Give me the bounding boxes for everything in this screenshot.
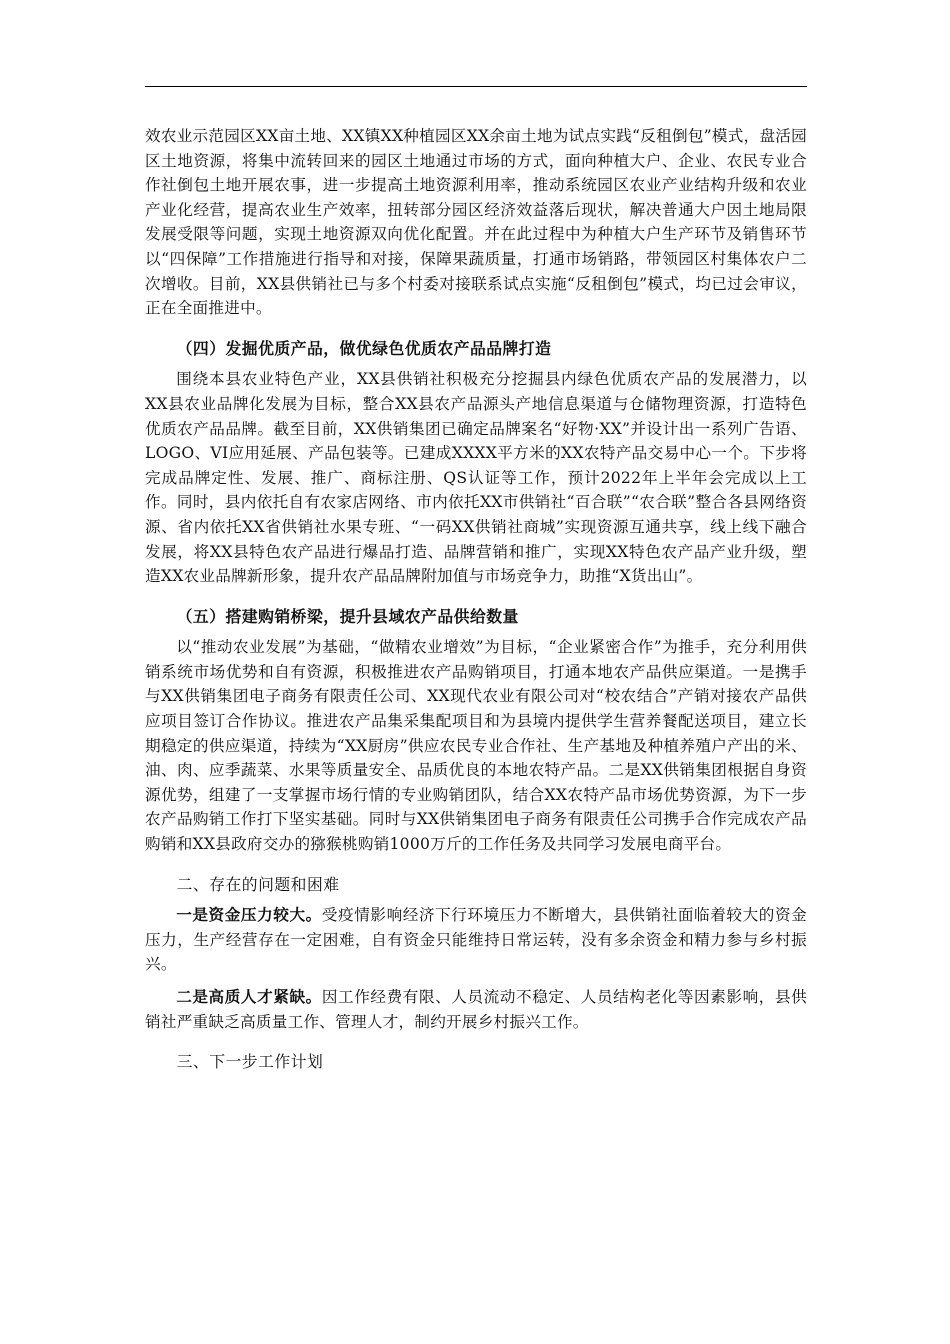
paragraph-brand-building: 围绕本县农业特色产业，XX县供销社积极充分挖掘县内绿色优质农产品的发展潜力，以XX县农业品牌化发展为目标，整合XX县农产品源头产地信息渠道与仓储物理资源，打造特色优质农产品品牌。截至目前，XX供销集团已确定品牌案名“好物·XX”并设计出一系列广告语、LOGO、VI应用延展、产品包装等。已建成XXXX平方米的XX农特产品交易中心一个。下步将完成品牌定性、发展、推广、商标注册、QS认证等工作，预计2022年上半年会完成以上工作。同时，县内依托自有农家店网络、市内依托XX市供销社“百合联”“农合联”整合各县网络资源、省内依托XX省供销社水果专班、“一码XX供销社商城”实现资源互通共享，线上线下融合发展，将XX县特色农产品进行爆品打造、品牌营销和推广，实现XX特色农产品产业升级，塑造XX农业品牌新形象，提升农产品品牌附加值与市场竞争力，助推“X货出山”。 — [145, 370, 807, 586]
section-heading-problems: 二、存在的问题和困难 — [176, 874, 340, 894]
section-heading-4: （四）发掘优质产品，做优绿色优质农产品品牌打造 — [176, 338, 552, 358]
body-talent-shortage: 因工作经费有限、人员流动不稳定、人员结构老化等因素影响，县供销社严重缺乏高质量工作、管理人才，制约开展乡村振兴工作。 — [145, 988, 807, 1031]
paragraph-purchase-sales: 以“推动农业发展”为基础，“做精农业增效”为目标，“企业紧密合作”为推手，充分利用供销系统市场优势和自有资源，积极推进农产品购销项目，打通本地农产品供应渠道。一是携手与XX供销集团电子商务有限责任公司、XX现代农业有限公司对“校农结合”产销对接农产品供应项目签订合作协议。推进农产品集采集配项目和为县境内提供学生营养餐配送项目，建立长期稳定的供应渠道，持续为“XX厨房”供应农民专业合作社、生产基地及种植养殖户产出的米、油、肉、应季蔬菜、水果等质量安全、品质优良的本地农特产品。二是XX供销集团根据自身资源优势，组建了一支掌握市场行情的专业购销团队，结合XX农特产品市场优势资源，为下一步农产品购销工作打下坚实基础。同时与XX供销集团电子商务有限责任公司携手合作完成农产品购销和XX县政府交办的猕猴桃购销1000万斤的工作任务及共同学习发展电商平台。 — [145, 638, 807, 854]
body-funding-pressure: 受疫情影响经济下行环境压力不断增大，县供销社面临着较大的资金压力，生产经营存在一定困难，自有资金只能维持日常运转，没有多余资金和精力参与乡村振兴。 — [145, 906, 807, 974]
paragraph-land-pilot: 效农业示范园区XX亩土地、XX镇XX种植园区XX余亩土地为试点实践“反租倒包”模式，盘活园区土地资源，将集中流转回来的园区土地通过市场的方式，面向种植大户、企业、农民专业合作社倒包土地开展农事，进一步提高土地资源利用率，推动系统园区农业产业结构升级和农业产业化经营，提高农业生产效率，扭转部分园区经济效益落后现状，解决普通大户因土地局限发展受限等问题，实现土地资源双向优化配置。并在此过程中为种植大户生产环节及销售环节以“四保障”工作措施进行指导和对接，保障果蔬质量，打通市场销路，带领园区村集体农户二次增收。目前，XX县供销社已与多个村委对接联系试点实施“反租倒包”模式，均已过会审议，正在全面推进中。 — [145, 127, 807, 318]
paragraph-talent-shortage — [145, 985, 807, 1034]
section-heading-5: （五）搭建购销桥梁，提升县域农产品供给数量 — [176, 606, 519, 626]
section-heading-next-plan: 三、下一步工作计划 — [176, 1052, 324, 1072]
paragraph-funding-pressure — [145, 903, 807, 977]
lead-talent-shortage: 二是高质人才紧缺。 — [176, 987, 322, 1006]
header-rule — [145, 86, 807, 87]
document-body — [145, 124, 807, 1081]
lead-funding-pressure: 一是资金压力较大。 — [176, 905, 322, 925]
